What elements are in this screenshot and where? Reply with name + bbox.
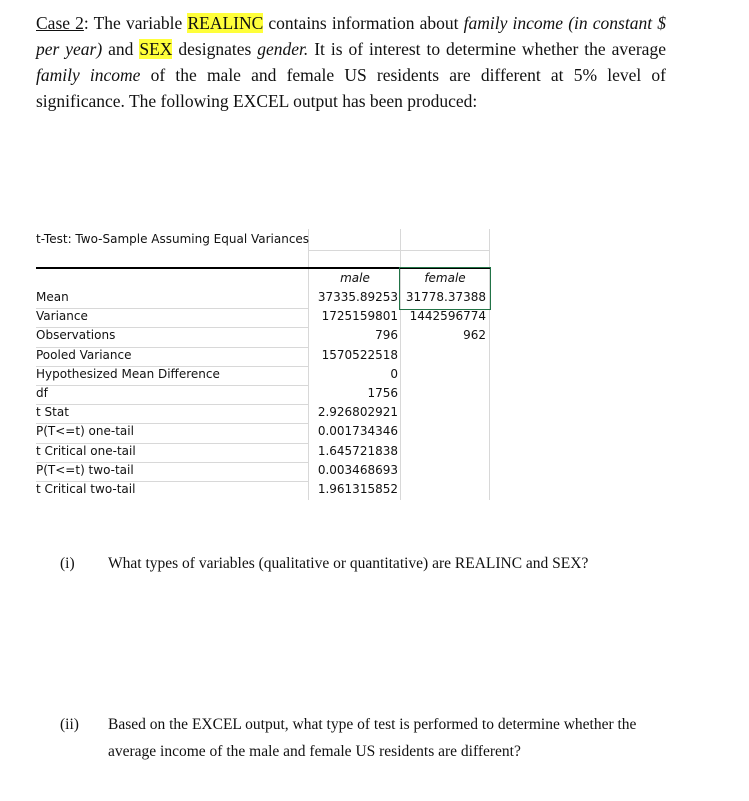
male-value: 796 bbox=[375, 328, 398, 343]
intro-text-3: and bbox=[102, 39, 140, 59]
grid-line bbox=[36, 481, 308, 482]
male-value: 0.003468693 bbox=[317, 462, 398, 477]
row-label: df bbox=[36, 386, 48, 400]
grid-line bbox=[36, 366, 308, 367]
excel-title: t-Test: Two-Sample Assuming Equal Variances bbox=[36, 232, 310, 246]
intro-text-1: The variable bbox=[88, 13, 188, 33]
case-label: Case 2 bbox=[36, 13, 84, 33]
gender-text: gender. bbox=[257, 39, 309, 59]
male-value: 37335.89253 bbox=[317, 290, 398, 304]
grid-line bbox=[36, 462, 308, 463]
row-label: t Stat bbox=[36, 405, 69, 420]
grid-line bbox=[36, 423, 308, 424]
case-label-colon: : bbox=[83, 13, 89, 33]
male-value: 2.926802921 bbox=[317, 405, 398, 420]
family-income-text: family income bbox=[36, 65, 141, 85]
male-value: 0 bbox=[390, 366, 398, 381]
male-value: 1.961315852 bbox=[317, 482, 398, 496]
column-header-male: male bbox=[340, 271, 370, 285]
case-intro-paragraph bbox=[36, 10, 666, 114]
male-value: 1570522518 bbox=[321, 347, 398, 362]
question-number: (ii) bbox=[60, 716, 79, 733]
male-value: 1.645721838 bbox=[317, 443, 398, 458]
male-value: 0.001734346 bbox=[317, 424, 398, 439]
grid-line bbox=[36, 385, 308, 386]
row-label: Pooled Variance bbox=[36, 347, 132, 362]
row-label: t Critical two-tail bbox=[36, 482, 136, 496]
question-text: What types of variables (qualitative or quantitative) are REALINC and SEX? bbox=[108, 555, 589, 572]
family-income-constant-text: family income (in constant $ per year) bbox=[36, 13, 666, 59]
grid-line bbox=[308, 250, 490, 251]
intro-text-5: It is of interest to determine whether the average bbox=[308, 39, 666, 59]
intro-text-4: designates bbox=[172, 39, 258, 59]
row-label: Mean bbox=[36, 290, 69, 304]
female-value: 31778.37388 bbox=[405, 290, 486, 304]
row-label: Observations bbox=[36, 328, 116, 343]
intro-text-2: contains information about bbox=[263, 13, 464, 33]
column-header-female: female bbox=[424, 271, 466, 285]
grid-line bbox=[36, 443, 308, 444]
grid-line bbox=[36, 347, 308, 348]
female-value: 962 bbox=[463, 328, 486, 343]
intro-text-6: of the male and female US residents are different at 5% level of significance. The following EXCEL output has been produced: bbox=[36, 65, 666, 111]
highlight-realinc: REALINC bbox=[187, 13, 264, 33]
row-label: P(T<=t) one-tail bbox=[36, 424, 134, 439]
male-value: 1725159801 bbox=[321, 309, 398, 324]
grid-line bbox=[36, 327, 308, 328]
male-value: 1756 bbox=[367, 386, 398, 400]
grid-line bbox=[308, 229, 309, 500]
row-label: t Critical one-tail bbox=[36, 443, 136, 458]
question-number: (i) bbox=[60, 555, 75, 572]
female-value: 1442596774 bbox=[409, 309, 486, 324]
question-text: Based on the EXCEL output, what type of test is performed to determine whether the average income of the male and female US residents are different? bbox=[108, 716, 637, 760]
grid-line bbox=[36, 308, 308, 309]
row-label: Hypothesized Mean Difference bbox=[36, 366, 220, 381]
highlight-sex: SEX bbox=[139, 39, 173, 59]
row-label: Variance bbox=[36, 309, 88, 324]
row-label: P(T<=t) two-tail bbox=[36, 462, 134, 477]
grid-line bbox=[36, 404, 308, 405]
